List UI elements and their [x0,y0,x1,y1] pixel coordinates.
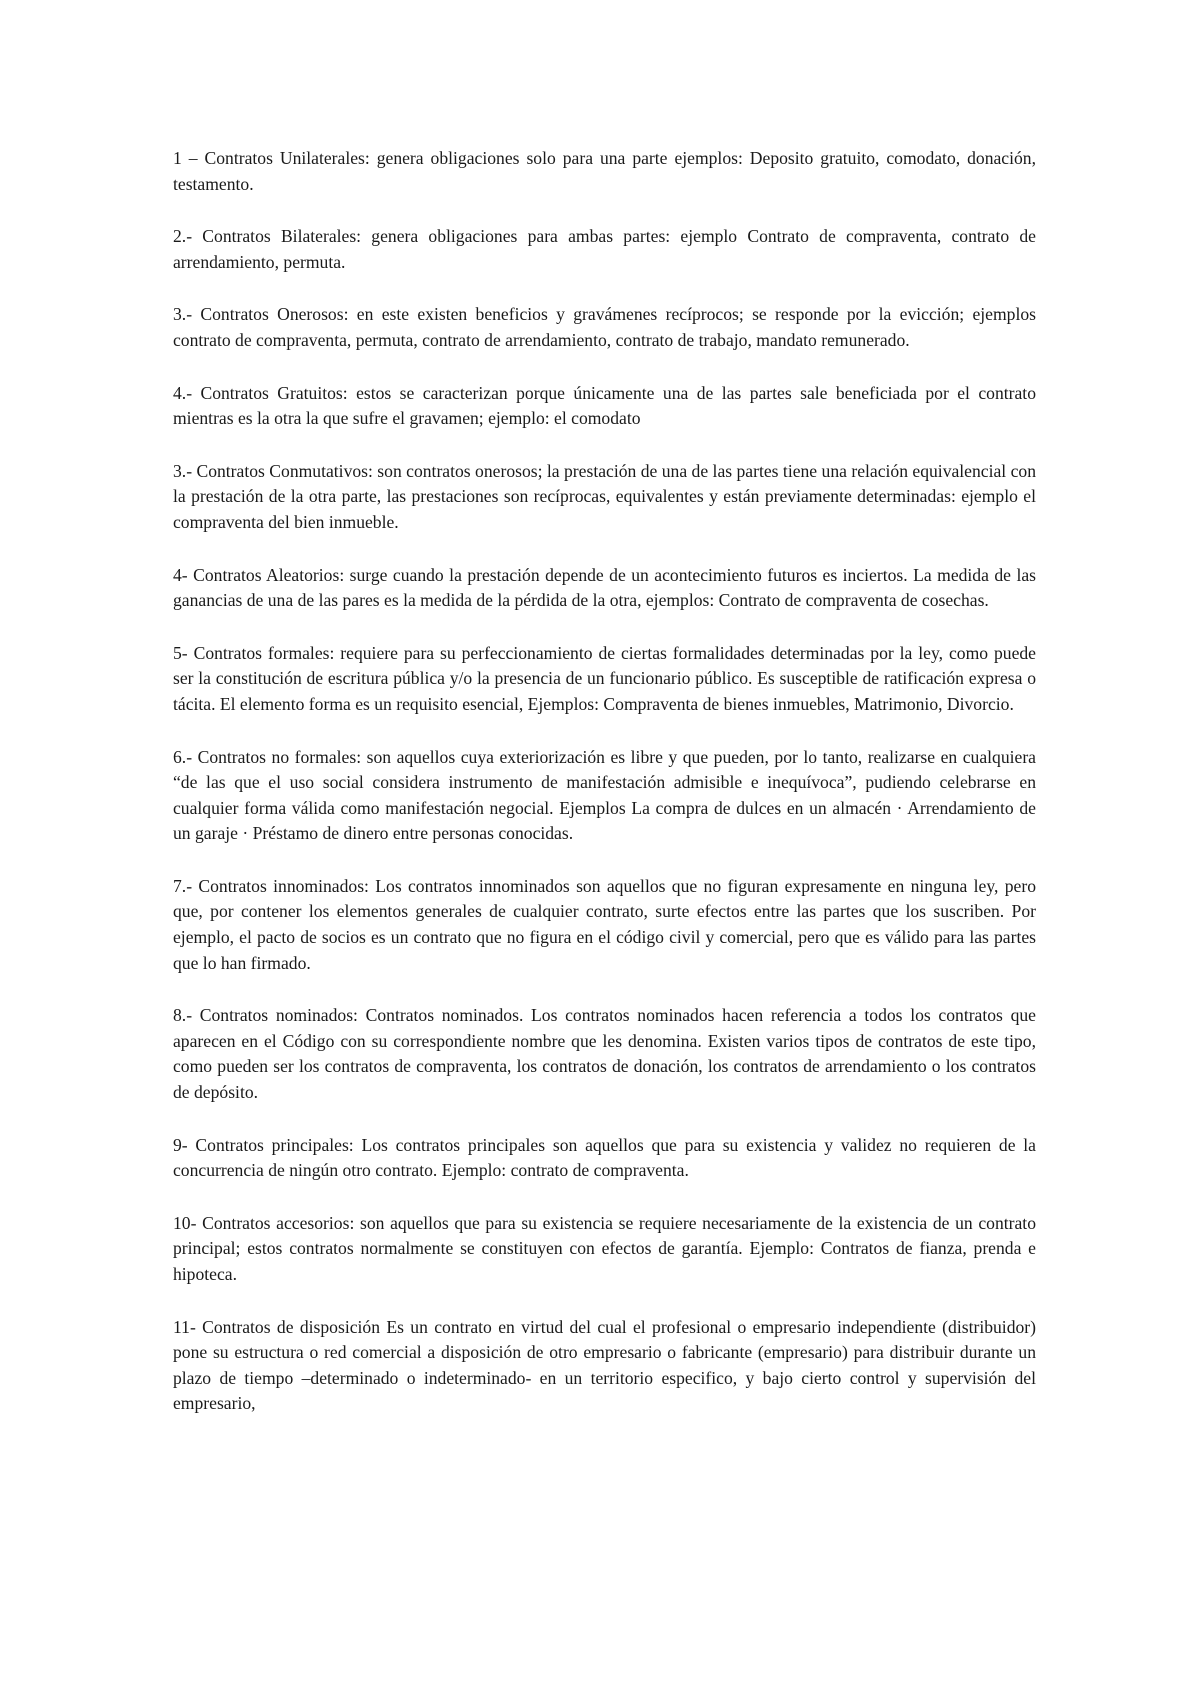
paragraph-unilaterales: 1 – Contratos Unilaterales: genera obligaciones solo para una parte ejemplos: Deposito gratuito, comodato, donación, testamento. [173,148,1036,194]
paragraph-conmutativos: 3.- Contratos Conmutativos: son contratos onerosos; la prestación de una de las partes tiene una relación equivalencial con la prestación de la otra parte, las prestaciones son recíprocas, equivalentes y están previamente determinadas: ejemplo el compraventa del bien inmueble. [173,460,1036,532]
paragraph-no-formales: 6.- Contratos no formales: son aquellos cuya exteriorización es libre y que pueden, por lo tanto, realizarse en cualquiera “de las que el uso social considera instrumento de manifestación admisible e inequívoca”, pudiendo celebrarse en cualquier forma válida como manifestación negocial. Ejemplos La compra de dulces en un almacén · Arrendamiento de un garaje · Préstamo de dinero entre personas conocidas. [173,746,1036,844]
paragraph-aleatorios: 4- Contratos Aleatorios: surge cuando la prestación depende de un acontecimiento futuros es inciertos. La medida de las ganancias de una de las pares es la medida de la pérdida de la otra, ejemplos: Contrato de compraventa de cosechas. [173,564,1036,611]
paragraph-innominados: 7.- Contratos innominados: Los contratos innominados son aquellos que no figuran expresamente en ninguna ley, pero que, por contener los elementos generales de cualquier contrato, surte efectos entre las partes que los suscriben. Por ejemplo, el pacto de socios es un contrato que no figura en el código civil y comercial, pero que es válido para las partes que lo han firmado. [173,875,1036,973]
paragraph-disposicion: 11- Contratos de disposición Es un contrato en virtud del cual el profesional o empresario independiente (distribuidor) pone su estructura o red comercial a disposición de otro empresario o fabricante (empresario) para distribuir durante un plazo de tiempo –determinado o indeterminado- en un territorio especifico, y bajo cierto control y supervisión del empresario, [173,1316,1036,1414]
paragraph-nominados: 8.- Contratos nominados: Contratos nominados. Los contratos nominados hacen referencia a todos los contratos que aparecen en el Código con su correspondiente nombre que les denomina. Existen varios tipos de contratos de este tipo, como pueden ser los contratos de compraventa, los contratos de donación, los contratos de arrendamiento o los contratos de depósito. [173,1005,1036,1103]
paragraph-gratuitos: 4.- Contratos Gratuitos: estos se caracterizan porque únicamente una de las partes sale beneficiada por el contrato mientras es la otra la que sufre el gravamen; ejemplo: el comodato [173,382,1036,429]
paragraph-onerosos: 3.- Contratos Onerosos: en este existen beneficios y gravámenes recíprocos; se responde por la evicción; ejemplos contrato de compraventa, permuta, contrato de arrendamiento, contrato de trabajo, mandato remunerado. [173,304,1036,350]
paragraph-principales: 9- Contratos principales: Los contratos principales son aquellos que para su existencia y validez no requieren de la concurrencia de ningún otro contrato. Ejemplo: contrato de compraventa. [173,1134,1036,1181]
document-body [173,146,1036,1444]
paragraph-accesorios: 10- Contratos accesorios: son aquellos que para su existencia se requiere necesariamente de la existencia de un contrato principal; estos contratos normalmente se constituyen con efectos de garantía. Ejemplo: Contratos de fianza, prenda e hipoteca. [173,1212,1036,1284]
paragraph-bilaterales: 2.- Contratos Bilaterales: genera obligaciones para ambas partes: ejemplo Contrato de compraventa, contrato de arrendamiento, permuta. [173,226,1036,272]
paragraph-formales: 5- Contratos formales: requiere para su perfeccionamiento de ciertas formalidades determinadas por la ley, como puede ser la constitución de escritura pública y/o la presencia de un funcionario público. Es susceptible de ratificación expresa o tácita. El elemento forma es un requisito esencial, Ejemplos: Compraventa de bienes inmuebles, Matrimonio, Divorcio. [173,642,1036,714]
